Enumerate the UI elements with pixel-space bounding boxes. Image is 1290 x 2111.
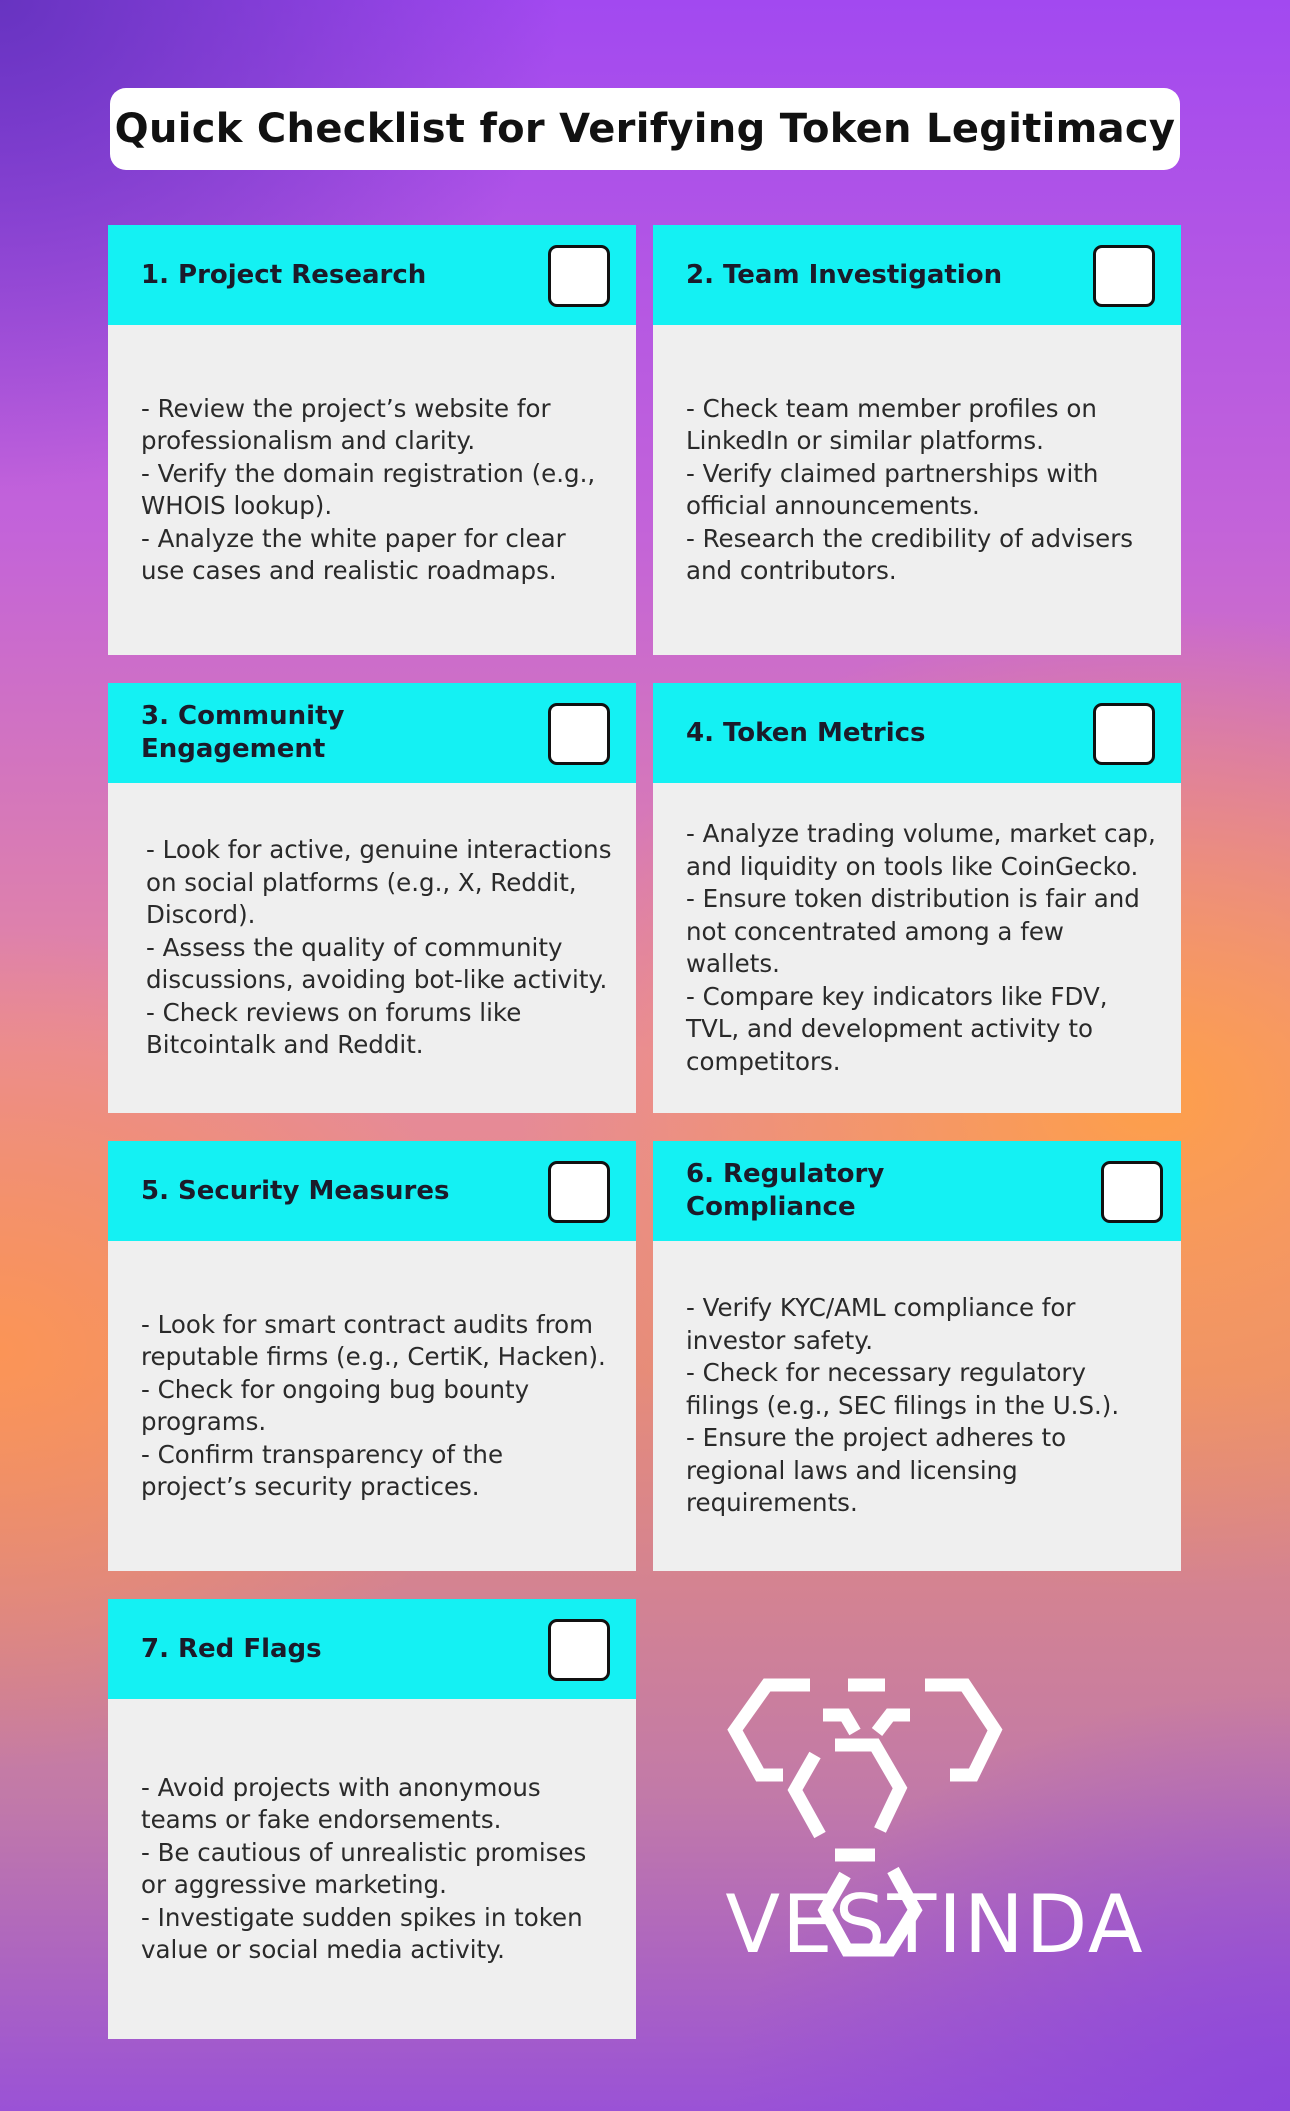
card-title: 4. Token Metrics xyxy=(686,717,926,748)
card-header xyxy=(108,1599,636,1699)
card-body xyxy=(108,783,636,1113)
list-item: - Assess the quality of community discussions, avoiding bot-like activity. xyxy=(146,932,608,995)
card-body xyxy=(653,783,1181,1113)
checkbox[interactable] xyxy=(548,245,610,307)
brand-wordmark: VESTINDA xyxy=(725,1878,1145,1971)
card-header xyxy=(108,1141,636,1241)
list-item: - Verify claimed partnerships with official announcements. xyxy=(686,458,1099,520)
card-header xyxy=(653,1141,1181,1241)
card-red-flags xyxy=(108,1599,636,2039)
checkbox[interactable] xyxy=(1093,245,1155,307)
checkbox[interactable] xyxy=(548,1161,610,1223)
list-item: - Verify KYC/AML compliance for investor safety. xyxy=(686,1293,1076,1355)
card-project-research xyxy=(108,225,636,655)
list-item: - Investigate sudden spikes in token value or social media activity. xyxy=(141,1902,583,1964)
list-item: - Look for smart contract audits from reputable firms (e.g., CertiK, Hacken). xyxy=(141,1309,606,1371)
checkbox[interactable] xyxy=(1101,1161,1163,1223)
card-header xyxy=(653,225,1181,325)
card-security-measures xyxy=(108,1141,636,1571)
card-community-engagement xyxy=(108,683,636,1113)
list-item: - Check for necessary regulatory filings (e.g., SEC filings in the U.S.). xyxy=(686,1358,1120,1420)
card-title: 7. Red Flags xyxy=(141,1633,322,1664)
list-item: - Analyze the white paper for clear use cases and realistic roadmaps. xyxy=(141,523,566,585)
card-title: 3. Community Engagement xyxy=(141,701,345,764)
list-item: - Check reviews on forums like Bitcointalk and Reddit. xyxy=(146,997,522,1060)
list-item: - Check for ongoing bug bounty programs. xyxy=(141,1374,530,1436)
list-item: - Confirm transparency of the project’s security practices. xyxy=(141,1439,504,1501)
title-banner xyxy=(110,88,1180,170)
card-body xyxy=(108,1241,636,1571)
list-item: - Review the project’s website for professionalism and clarity. xyxy=(141,393,551,455)
card-title: 2. Team Investigation xyxy=(686,259,1003,290)
card-title: 1. Project Research xyxy=(141,259,427,290)
card-body xyxy=(653,325,1181,655)
list-item: - Look for active, genuine interactions on social platforms (e.g., X, Reddit, Discord). xyxy=(146,835,612,930)
card-header xyxy=(653,683,1181,783)
card-title: 6. Regulatory Compliance xyxy=(686,1159,885,1222)
card-token-metrics xyxy=(653,683,1181,1113)
list-item: - Verify the domain registration (e.g., WHOIS lookup). xyxy=(141,458,596,520)
list-item: - Ensure the project adheres to regional laws and licensing requirements. xyxy=(686,1423,1067,1518)
card-body xyxy=(653,1241,1181,1571)
checkbox[interactable] xyxy=(1093,703,1155,765)
card-team-investigation xyxy=(653,225,1181,655)
card-header xyxy=(108,225,636,325)
list-item: - Check team member profiles on LinkedIn or similar platforms. xyxy=(686,393,1097,455)
list-item: - Avoid projects with anonymous teams or fake endorsements. xyxy=(141,1772,541,1834)
card-header xyxy=(108,683,636,783)
list-item: - Compare key indicators like FDV, TVL, and development activity to competitors. xyxy=(686,981,1108,1076)
card-body xyxy=(108,325,636,655)
card-body xyxy=(108,1699,636,2039)
list-item: - Be cautious of unrealistic promises or aggressive marketing. xyxy=(141,1837,587,1899)
list-item: - Research the credibility of advisers and contributors. xyxy=(686,523,1134,585)
page-title: Quick Checklist for Verifying Token Legitimacy xyxy=(114,106,1176,152)
checkbox[interactable] xyxy=(548,703,610,765)
card-regulatory-compliance xyxy=(653,1141,1181,1571)
list-item: - Ensure token distribution is fair and not concentrated among a few wallets. xyxy=(686,884,1140,978)
list-item: - Analyze trading volume, market cap, and liquidity on tools like CoinGecko. xyxy=(686,819,1156,881)
checkbox[interactable] xyxy=(548,1619,610,1681)
card-title: 5. Security Measures xyxy=(141,1175,450,1206)
